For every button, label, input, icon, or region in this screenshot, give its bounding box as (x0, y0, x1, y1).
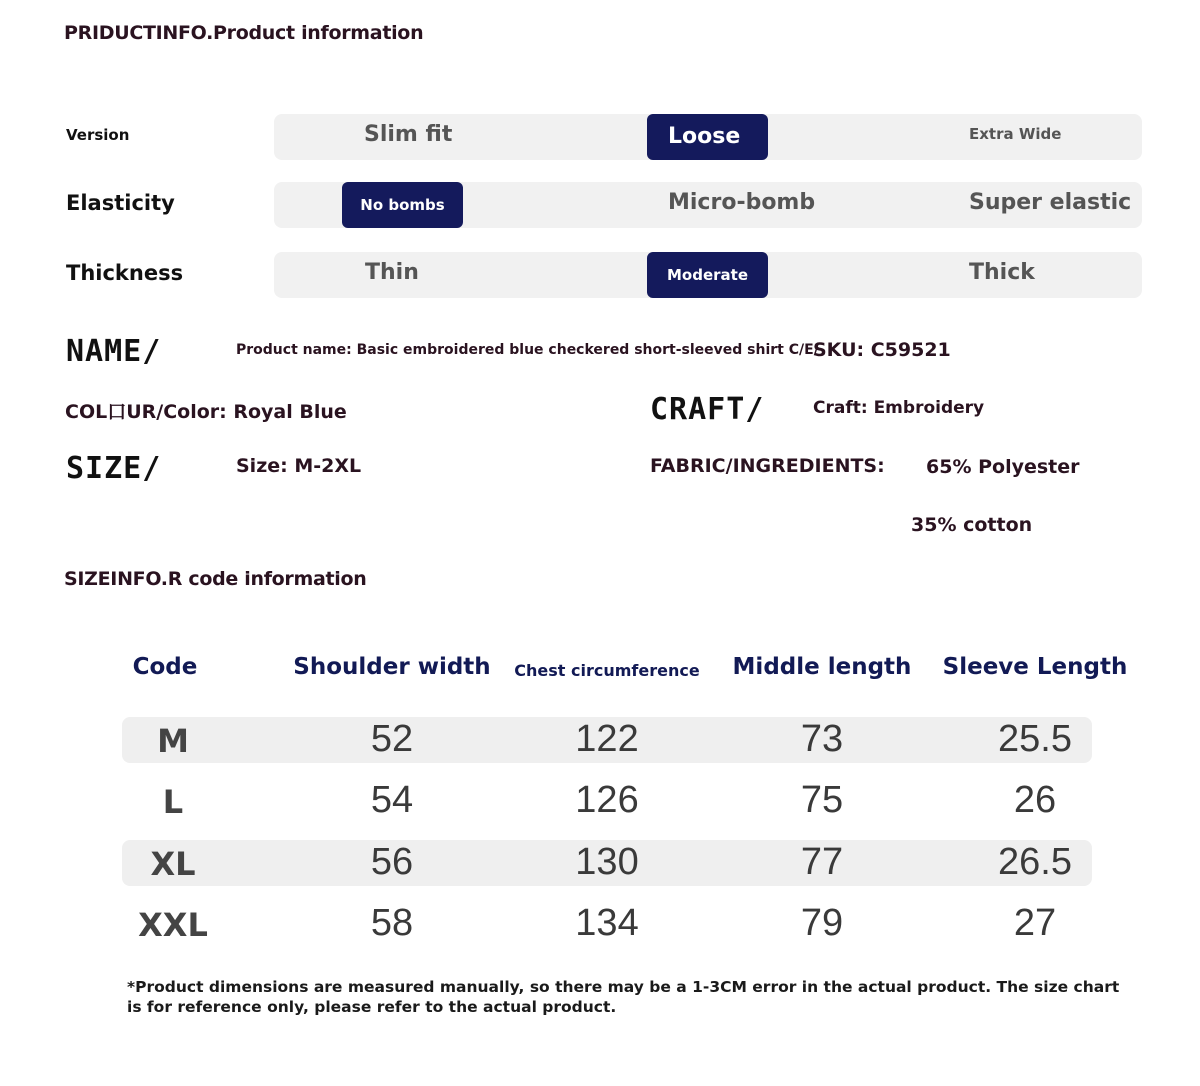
cell-xxl-shoulder: 58 (370, 902, 414, 944)
row-code-l: L (162, 783, 184, 821)
thickness-option-thin[interactable]: Thin (365, 260, 419, 285)
size-display-heading: SIZE/ (66, 451, 162, 486)
version-option-loose[interactable]: Loose (647, 114, 768, 160)
colour-text: COL口UR/Color: Royal Blue (65, 401, 347, 423)
elasticity-label: Elasticity (66, 191, 175, 215)
version-option-extra-wide[interactable]: Extra Wide (969, 125, 1062, 143)
elasticity-option-super-elastic[interactable]: Super elastic (969, 190, 1132, 215)
cell-m-shoulder: 52 (370, 718, 414, 760)
col-header-code: Code (132, 654, 198, 680)
cell-m-middle: 73 (800, 718, 844, 760)
fabric-label: FABRIC/INGREDIENTS: (650, 455, 885, 477)
col-header-middle: Middle length (732, 654, 912, 680)
cell-xxl-middle: 79 (800, 902, 844, 944)
row-code-xxl: XXL (138, 906, 208, 944)
cell-xxl-chest: 134 (575, 902, 639, 944)
cell-l-sleeve: 26 (1013, 779, 1057, 821)
fabric-line-2: 35% cotton (911, 514, 1033, 536)
craft-display-heading: CRAFT/ (650, 392, 765, 427)
row-code-m: M (157, 722, 189, 760)
cell-xl-sleeve: 26.5 (998, 841, 1072, 883)
cell-xxl-sleeve: 27 (1013, 902, 1057, 944)
fabric-line-1: 65% Polyester (926, 456, 1080, 478)
measurement-note: *Product dimensions are measured manually, so there may be a 1-3CM error in the actual product. The size chart is for reference only, please refer to the actual product. (127, 978, 1120, 1016)
sku-text: SKU: C59521 (813, 339, 951, 361)
cell-m-chest: 122 (575, 718, 639, 760)
version-label: Version (66, 126, 130, 144)
cell-xl-chest: 130 (575, 841, 639, 883)
cell-xl-shoulder: 56 (370, 841, 414, 883)
product-info-title: PRIDUCTINFO.Product information (64, 22, 424, 44)
col-header-sleeve: Sleeve Length (942, 654, 1128, 680)
product-name: Product name: Basic embroidered blue checkered short-sleeved shirt C/E/ (236, 342, 819, 358)
cell-m-sleeve: 25.5 (998, 718, 1072, 760)
size-text: Size: M-2XL (236, 455, 362, 477)
col-header-shoulder: Shoulder width (293, 654, 491, 680)
thickness-option-moderate[interactable]: Moderate (647, 252, 768, 298)
version-option-slim[interactable]: Slim fit (364, 122, 453, 147)
thickness-option-thick[interactable]: Thick (969, 260, 1035, 285)
cell-l-middle: 75 (800, 779, 844, 821)
size-info-title: SIZEINFO.R code information (64, 568, 367, 590)
elasticity-option-micro-bomb[interactable]: Micro-bomb (668, 190, 816, 215)
cell-xl-middle: 77 (800, 841, 844, 883)
col-header-chest: Chest circumference (514, 661, 700, 680)
row-code-xl: XL (150, 845, 196, 883)
cell-l-shoulder: 54 (370, 779, 414, 821)
cell-l-chest: 126 (575, 779, 639, 821)
craft-text: Craft: Embroidery (813, 398, 985, 418)
thickness-label: Thickness (66, 261, 184, 285)
name-display-heading: NAME/ (66, 334, 162, 369)
elasticity-option-no-bombs[interactable]: No bombs (342, 182, 463, 228)
